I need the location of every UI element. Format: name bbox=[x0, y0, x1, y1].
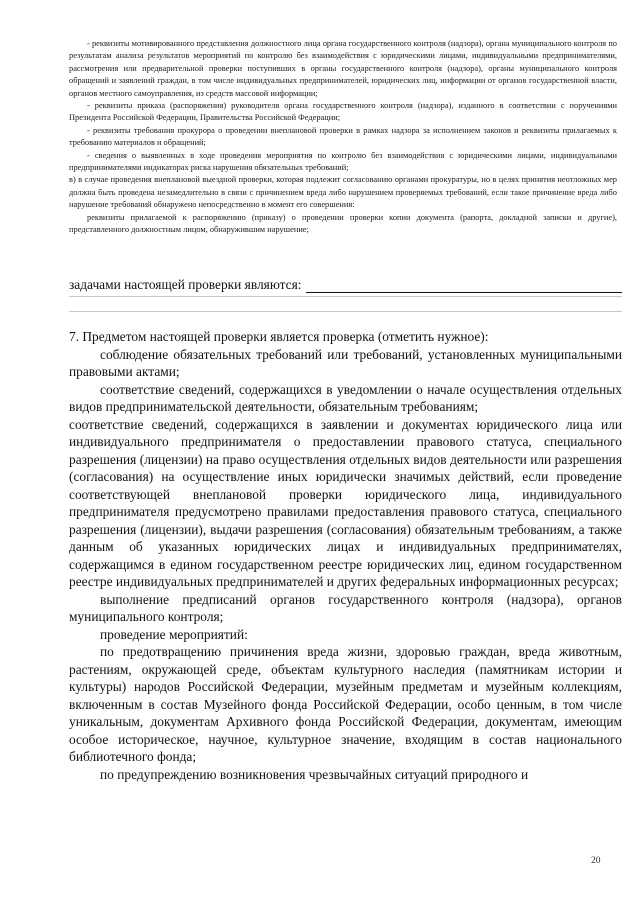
paragraph-order-details: - реквизиты приказа (распоряжения) руководителя органа государственного контроля (надзора), изданного в соответствии с поручениями Президента Российской Федерации, Правительства Российской Федерации; bbox=[69, 101, 617, 123]
page-number: 20 bbox=[591, 856, 601, 866]
section-7 bbox=[69, 328, 622, 783]
item-application-compliance: соответствие сведений, содержащихся в заявлении и документах юридического лица или индивидуального предпринимателя о предоставлении правового статуса, специального разрешения (лицензии) на право осуществления отдельных видов деятельности или разрешения (согласования) на осуществление иных юридически значимых действий, если проведение соответствующей внеплановой проверки юридического лица, индивидуального предпринимателя предусмотрено правилами предоставления правового статуса, специального разрешения (лицензии), выдачи разрешения (согласования) обязательным требованиям, а также данным об указанных юридических лицах и индивидуальных предпринимателях, содержащимся в едином государственном реестре юридических лиц, едином государственном реестре индивидуальных предпринимателей и других федеральных информационных ресурсах; bbox=[69, 416, 622, 589]
item-mandatory-requirements: соблюдение обязательных требований или требований, установленных муниципальными правовыми актами; bbox=[69, 346, 622, 379]
item-harm-prevention: по предотвращению причинения вреда жизни, здоровью граждан, вреда животным, растениям, окружающей среде, объектам культурного наследия (памятникам истории и культуры) народов Российской Федерации, музейным предметам и музейным коллекциям, включенным в состав Музейного фонда Российской Федерации, особо ценным, в том числе уникальным, документам Архивного фонда Российской Федерации, документам, имеющим особое историческое, научное, культурное значение, входящим в состав национального библиотечного фонда; bbox=[69, 644, 622, 764]
paragraph-unscheduled-inspection: в) в случае проведения внеплановой выездной проверки, которая подлежит согласованию органами прокуратуры, но в целях принятия неотложных мер должна быть проведена незамедлительно в связи с причинением вреда либо нарушением проверяемых требований, если такое причинение вреда либо нарушение требований обнаружено непосредственно в момент его совершения: bbox=[69, 175, 617, 210]
divider-line bbox=[69, 311, 622, 312]
item-notification-compliance: соответствие сведений, содержащихся в уведомлении о начале осуществления отдельных видов предпринимательской деятельности, обязательным требованиям; bbox=[69, 381, 622, 414]
inspection-tasks-line bbox=[69, 277, 622, 293]
item-emergency-prevention: по предупреждению возникновения чрезвычайных ситуаций природного и bbox=[100, 766, 529, 782]
item-orders-execution: выполнение предписаний органов государственного контроля (надзора), органов муниципального контроля; bbox=[69, 591, 622, 624]
upper-text-block bbox=[69, 38, 617, 237]
inspection-tasks-label: задачами настоящей проверки являются: bbox=[69, 277, 302, 292]
item-measures: проведение мероприятий: bbox=[100, 626, 248, 642]
section-7-heading: 7. Предметом настоящей проверки является проверка (отметить нужное): bbox=[69, 329, 489, 344]
paragraph-motivated-representation: - реквизиты мотивированного представления должностного лица органа государственного контроля (надзора), органа муниципального контроля по результатам анализа результатов мероприятий по контролю без взаимодействия с юридическими лицами, индивидуальными предпринимателями, рассмотрения или предварительной проверки поступивших в органы государственного контроля (надзора), органы муниципального контроля обращений и заявлений граждан, в том числе индивидуальных предпринимателей, юридических лиц, информации от органов государственной власти, органов местного самоуправления, из средств массовой информации; bbox=[69, 39, 617, 98]
inspection-tasks-blank bbox=[306, 279, 623, 293]
divider-line bbox=[69, 296, 622, 297]
paragraph-attached-document: реквизиты прилагаемой к распоряжению (приказу) о проведении проверки копии документа (рапорта, докладной записки и другие), представленного должностным лицом, обнаружившим нарушение; bbox=[69, 212, 617, 235]
paragraph-risk-indicators: - сведения о выявленных в ходе проведения мероприятия по контролю без взаимодействия с юридическими лицами, индивидуальными предпринимателями индикаторах риска нарушения обязательных требований; bbox=[69, 150, 617, 173]
paragraph-prosecutor-requirement: - реквизиты требования прокурора о проведении внеплановой проверки в рамках надзора за исполнением законов и реквизиты прилагаемых к требованию материалов и обращений; bbox=[69, 125, 617, 148]
